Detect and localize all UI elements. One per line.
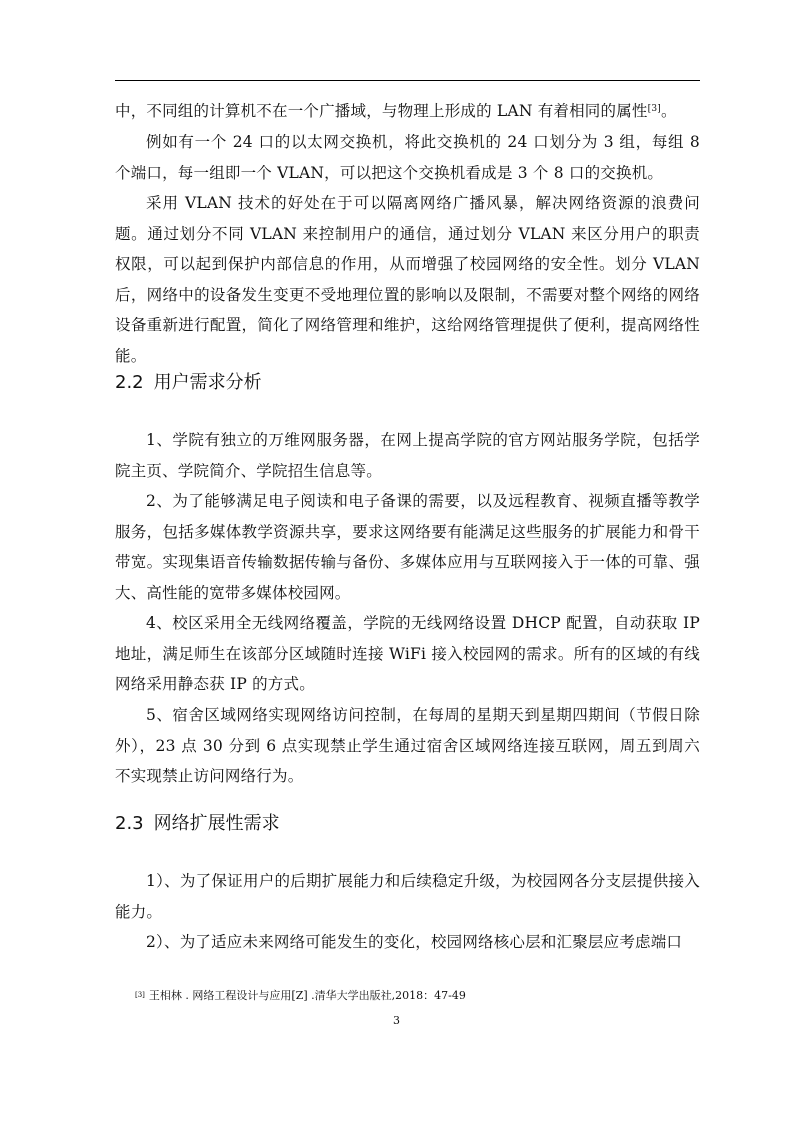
paragraph-vlan-example: 例如有一个 24 口的以太网交换机，将此交换机的 24 口划分为 3 组，每组 8 个端口，每一组即一个 VLAN，可以把这个交换机看成是 3 个 8 口的交换机。 [115,133,700,182]
list-item: 1）、为了保证用户的后期扩展能力和后续稳定升级，为校园网各分支层提供接入能力。 [115,872,700,921]
page-number: 3 [393,1014,400,1027]
list-item: 2、为了能够满足电子阅读和电子备课的需要，以及远程教育、视频直播等教学服务，包括多媒体教学资源共享，要求这网络要有能满足这些服务的扩展能力和骨干带宽。实现集语音传输数据传输与备份、多媒体应用与互联网接入于一体的可靠、强大、高性能的宽带多媒体校园网。 [115,492,700,602]
citation-ref: [3] [647,104,661,114]
paragraph-continuation: 中，不同组的计算机不在一个广播域，与物理上形成的 LAN 有着相同的属性[3]。 [115,102,677,120]
list-item: 4、校区采用全无线网络覆盖，学院的无线网络设置 DHCP 配置，自动获取 IP 地址，满足师生在该部分区域随时连接 WiFi 接入校园网的需求。所有的区域的有线网络采用静态获 IP 的方式。 [115,614,700,693]
section-number: 2.3 [115,813,144,834]
paragraph-vlan-benefits: 采用 VLAN 技术的好处在于可以隔离网络广播风暴，解决网络资源的浪费问题。通过划分不同 VLAN 来控制用户的通信，通过划分 VLAN 来区分用户的职责权限，可以起到保护内部信息的作用，从而增强了校园网络的安全性。划分 VLAN 后，网络中的设备发生变更不受地理位置的影响以及限制，不需要对整个网络的网络设备重新进行配置，简化了网络管理和维护，这给网络管理提供了便利，提高网络性能。 [115,194,700,365]
section-heading-2-2 [115,371,262,395]
section-title: 用户需求分析 [153,372,262,393]
section-heading-2-3 [115,812,280,836]
section-number: 2.2 [115,372,144,393]
section-title: 网络扩展性需求 [153,813,280,834]
list-item: 2）、为了适应未来网络可能发生的变化，校园网络核心层和汇聚层应考虑端口 [146,933,683,951]
list-item: 5、宿舍区域网络实现网络访问控制，在每周的星期天到星期四期间（节假日除外），23 点 30 分到 6 点实现禁止学生通过宿舍区域网络连接互联网，周五到周六不实现禁止访问网络行为。 [115,706,700,785]
footnote-text: 王相林 . 网络工程设计与应用[Z] .清华大学出版社,2018：47-49 [148,989,466,1002]
footnote [135,988,466,1004]
header-rule [115,80,700,81]
footnote-mark: [3] [135,991,145,999]
list-item: 1、学院有独立的万维网服务器，在网上提高学院的官方网站服务学院，包括学院主页、学院简介、学院招生信息等。 [115,431,700,480]
